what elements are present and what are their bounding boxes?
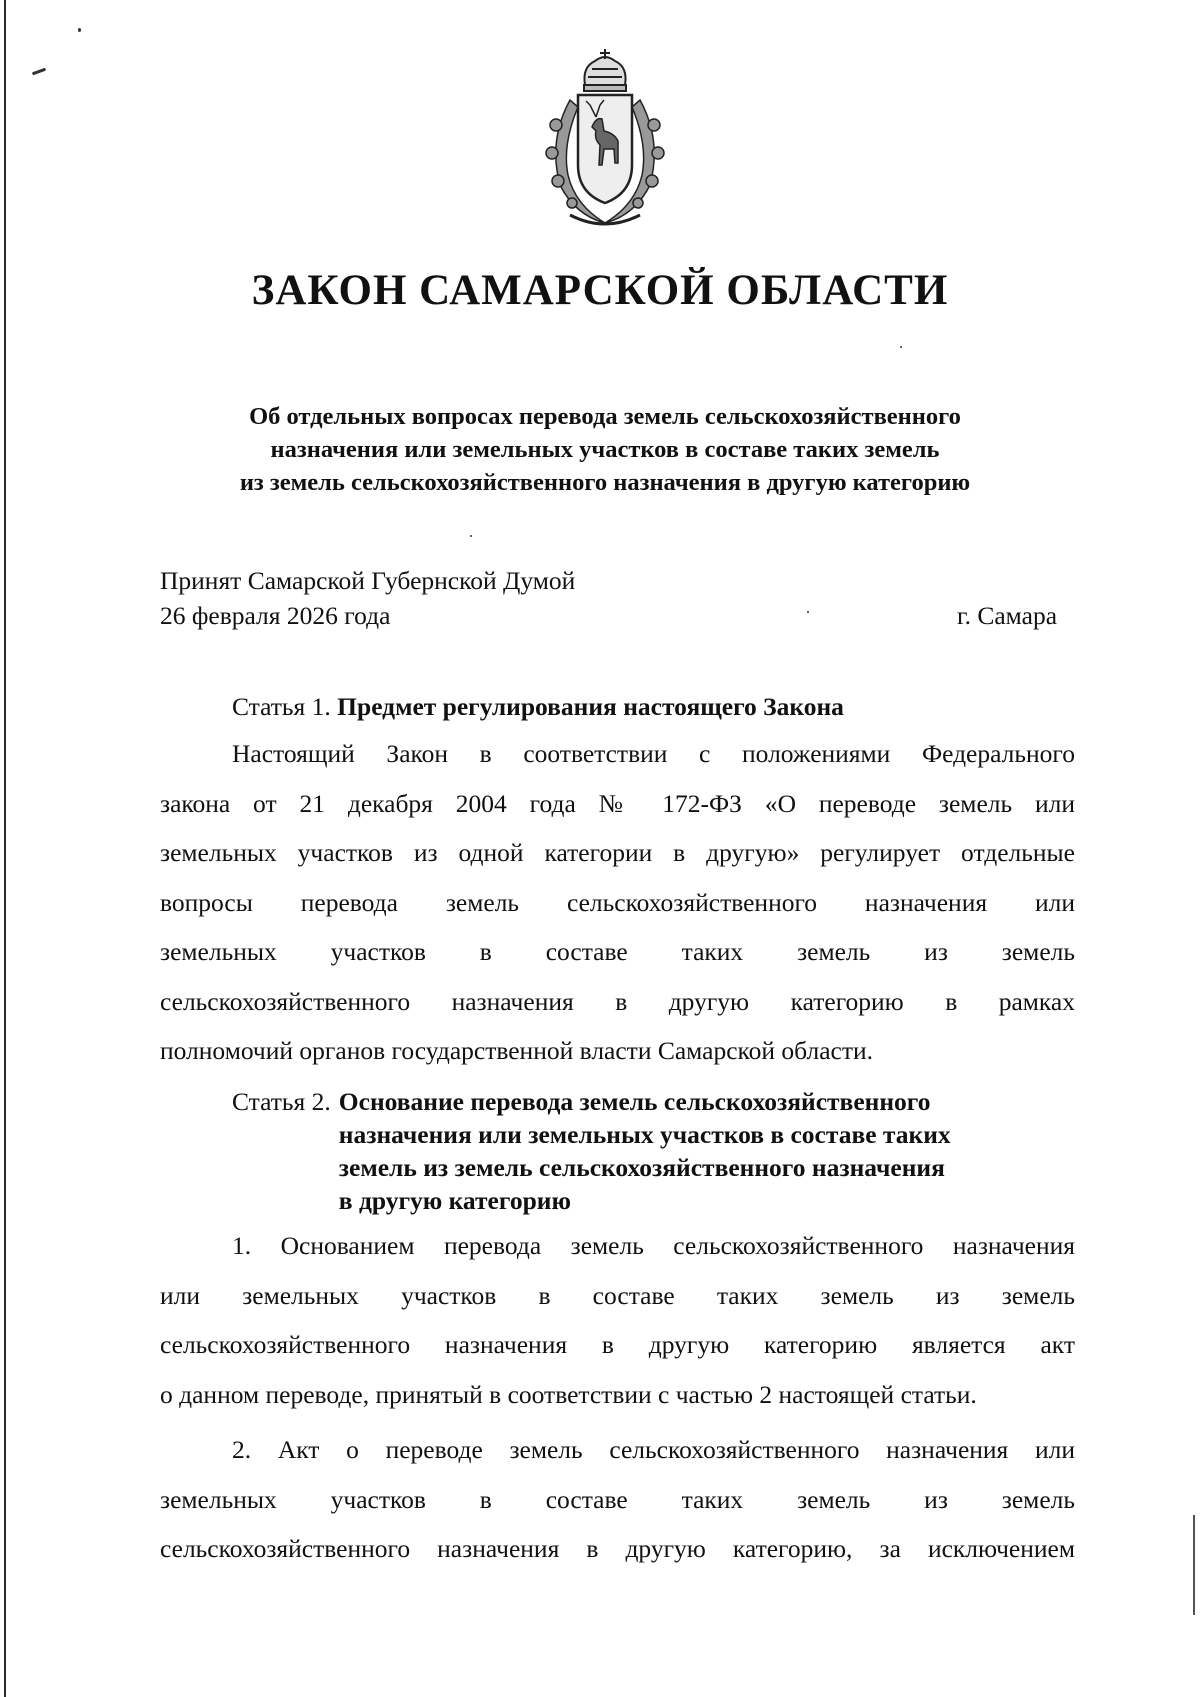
paragraph-line: закона от 21 декабря 2004 года № 172-ФЗ «О переводе земель или <box>160 788 1075 818</box>
paragraph-line: сельскохозяйственного назначения в другую категорию, за исключением <box>160 1534 1075 1563</box>
article-2-title-line: в другую категорию <box>338 1186 571 1215</box>
scan-speck <box>807 611 809 613</box>
scan-speck <box>78 28 81 32</box>
scan-speck <box>470 535 472 537</box>
subtitle-line: из земель сельскохозяйственного назначения в другую категорию <box>239 469 971 496</box>
paragraph-line: или земельных участков в составе таких земель из земель <box>160 1280 1075 1310</box>
article-2-part-2 <box>160 1425 1075 1574</box>
article-2-title-line: земель из земель сельскохозяйственного назначения <box>338 1153 945 1182</box>
scan-speck <box>900 346 902 348</box>
law-subtitle <box>160 400 1050 499</box>
article-2-title-line: назначения или земельных участков в составе таких <box>338 1120 951 1149</box>
paragraph-line: Настоящий Закон в соответствии с положениями Федерального <box>232 739 1075 768</box>
subtitle-line: Об отдельных вопросах перевода земель сельскохозяйственного <box>249 403 961 430</box>
paragraph-line: вопросы перевода земель сельскохозяйственного назначения или <box>160 887 1075 917</box>
scan-edge-left <box>4 0 6 1697</box>
article-1-title: Предмет регулирования настоящего Закона <box>337 692 844 721</box>
coat-of-arms-emblem <box>530 45 680 230</box>
subtitle-line: назначения или земельных участков в составе таких земель <box>270 436 940 463</box>
adoption-info <box>160 563 575 633</box>
paragraph-line: сельскохозяйственного назначения в другую категорию является акт <box>160 1330 1075 1359</box>
scan-edge-right <box>1193 1515 1195 1615</box>
law-title: ЗАКОН САМАРСКОЙ ОБЛАСТИ <box>251 267 949 314</box>
scan-mark <box>32 68 46 76</box>
article-2-label: Статья 2. <box>232 1087 331 1116</box>
paragraph-line: 2. Акт о переводе земель сельскохозяйственного назначения или <box>232 1435 1075 1464</box>
ribbon <box>570 215 640 224</box>
crown-icon <box>584 49 626 91</box>
paragraph-line: земельных участков в составе таких земель из земель <box>160 1484 1075 1514</box>
paragraph-line: сельскохозяйственного назначения в другую категорию в рамках <box>160 986 1075 1016</box>
paragraph-line: полномочий органов государственной власти Самарской области. <box>160 1036 874 1065</box>
article-2-title <box>339 1085 1059 1217</box>
article-1-text <box>160 729 1075 1076</box>
paragraph-line: земельных участков в составе таких земель из земель <box>160 937 1075 966</box>
article-1-label: Статья 1. <box>232 692 331 721</box>
adopted-by: Принят Самарской Губернской Думой <box>160 566 576 595</box>
city: г. Самара <box>957 601 1058 630</box>
article-2-part-1 <box>160 1221 1075 1419</box>
adoption-date: 26 февраля 2026 года <box>160 601 391 630</box>
article-1-heading <box>232 690 844 723</box>
paragraph-line: 1. Основанием перевода земель сельскохозяйственного назначения <box>232 1231 1075 1260</box>
paragraph-line: о данном переводе, принятый в соответствии с частью 2 настоящей статьи. <box>160 1379 977 1409</box>
article-2-title-line: Основание перевода земель сельскохозяйственного <box>338 1087 931 1116</box>
article-2-heading <box>232 1085 1059 1217</box>
paragraph-line: земельных участков из одной категории в другую» регулирует отдельные <box>160 838 1075 867</box>
